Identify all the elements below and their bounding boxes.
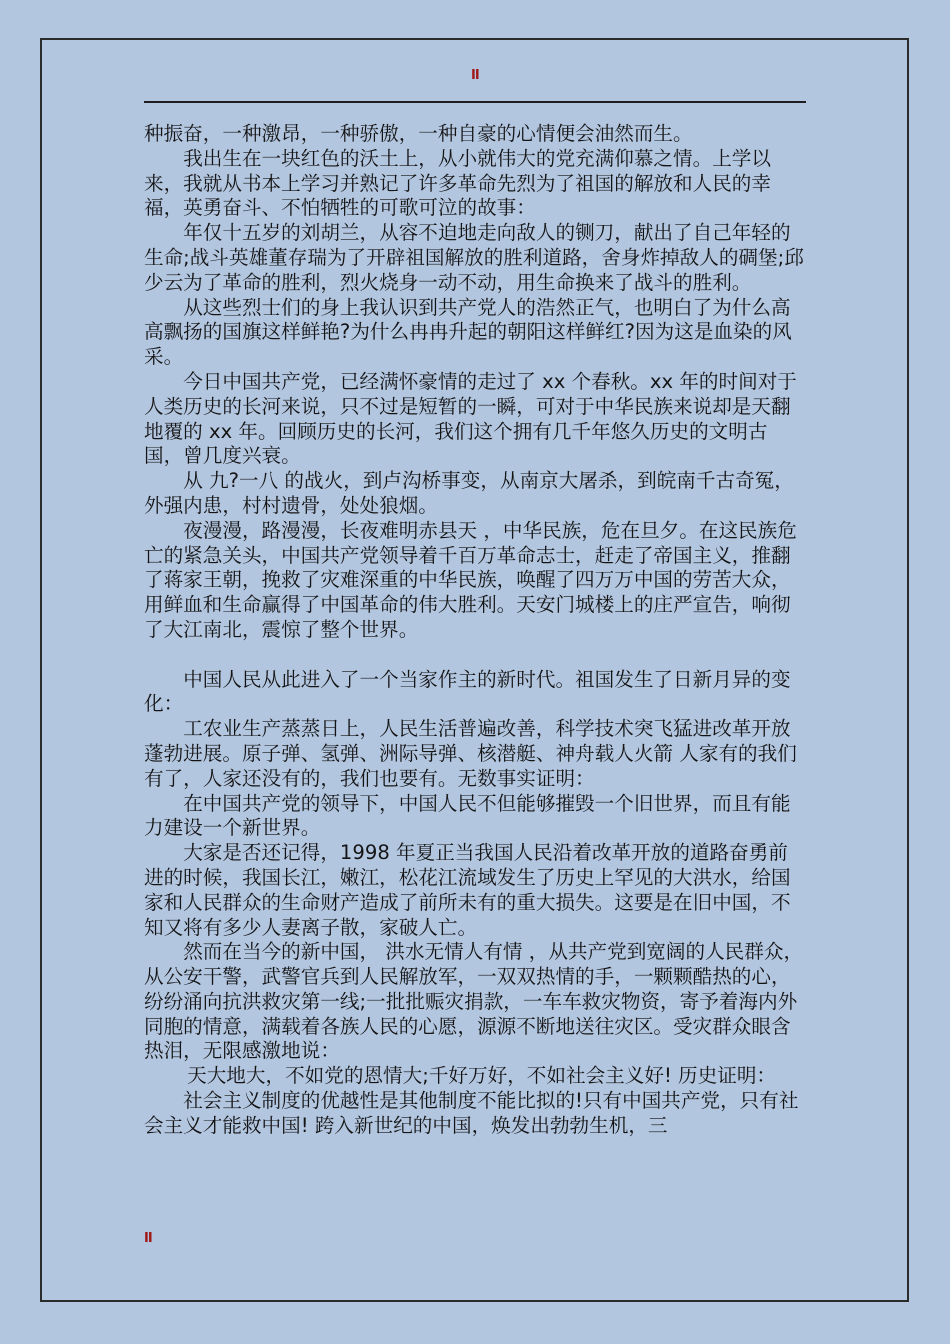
document-body (144, 122, 806, 1139)
paragraph: 从这些烈士们的身上我认识到共产党人的浩然正气，也明白了为什么高高飘扬的国旗这样鲜艳?为什么冉冉升起的朝阳这样鲜红?因为这是血染的风采。 (144, 295, 792, 369)
quote-paragraph: 天大地大，不如党的恩情大;千好万好，不如社会主义好! 历史证明： (187, 1064, 777, 1088)
paragraph: 中国人民从此进入了一个当家作主的新时代。祖国发生了日新月异的变化： (144, 667, 791, 716)
paragraph: 工农业生产蒸蒸日上，人民生活普遍改善，科学技术突飞猛进改革开放蓬勃进展。原子弹、氢弹、洲际导弹、核潜艇、神舟载人火箭 人家有的我们有了，人家还没有的，我们也要有。无数事实证明： (144, 717, 797, 790)
paragraph: 然而在当今的新中国， 洪水无情人有情 ，从共产党到宽阔的人民群众，从公安干警，武警官兵到人民解放军，一双双热情的手，一颗颗酷热的心，纷纷涌向抗洪救灾第一线;一批批赈灾捐款，一车车救灾物资，寄予着海内外同胞的情意，满载着各族人民的心愿，源源不断地送往灾区。受灾群众眼含热泪，无限感激地说： (144, 940, 804, 1063)
paragraph: 社会主义制度的优越性是其他制度不能比拟的!只有中国共产党，只有社会主义才能救中国! 跨入新世纪的中国，焕发出勃勃生机，三 (144, 1089, 799, 1137)
header-mark: II (471, 68, 479, 83)
paragraph: 今日中国共产党，已经满怀豪情的走过了 xx 个春秋。xx 年的时间对于人类历史的长河来说，只不过是短暂的一瞬，可对于中华民族来说却是天翻地覆的 xx 年。回顾历史的长河，我们这个拥有几千年悠久历史的文明古国，曾几度兴衰。 (144, 369, 797, 468)
header-rule (144, 101, 806, 103)
footer-mark: II (144, 1231, 152, 1246)
paragraph: 我出生在一块红色的沃土上，从小就伟大的党充满仰慕之情。上学以来，我就从书本上学习并熟记了许多革命先烈为了祖国的解放和人民的幸福，英勇奋斗、不怕牺牲的可歌可泣的故事： (144, 146, 771, 220)
paragraph: 在中国共产党的领导下，中国人民不但能够摧毁一个旧世界，而且有能力建设一个新世界。 (144, 791, 791, 840)
paragraph: 种振奋，一种激昂，一种骄傲，一种自豪的心情便会油然而生。 (144, 122, 693, 145)
paragraph: 从 九?一八 的战火，到卢沟桥事变，从南京大屠杀，到皖南千古奇冤，外强内患，村村遗骨，处处狼烟。 (144, 469, 794, 517)
paragraph: 夜漫漫，路漫漫，长夜难明赤县天 ，中华民族，危在旦夕。在这民族危亡的紧急关头，中国共产党领导着千百万革命志士，赶走了帝国主义，推翻了蒋家王朝，挽救了灾难深重的中华民族，唤醒了四万万中国的劳苦大众，用鲜血和生命赢得了中国革命的伟大胜利。天安门城楼上的庄严宣告，响彻了大江南北，震惊了整个世界。 (144, 518, 797, 641)
paragraph: 年仅十五岁的刘胡兰，从容不迫地走向敌人的铡刀，献出了自己年轻的生命;战斗英雄董存瑞为了开辟祖国解放的胜利道路，舍身炸掉敌人的碉堡;邱少云为了革命的胜利，烈火烧身一动不动，用生命换来了战斗的胜利。 (144, 221, 804, 294)
paragraph: 大家是否还记得，1998 年夏正当我国人民沿着改革开放的道路奋勇前进的时候，我国长江，嫩江，松花江流域发生了历史上罕见的大洪水，给国家和人民群众的生命财产造成了前所未有的重大损失。这要是在旧中国，不知又将有多少人妻离子散，家破人亡。 (144, 841, 791, 939)
